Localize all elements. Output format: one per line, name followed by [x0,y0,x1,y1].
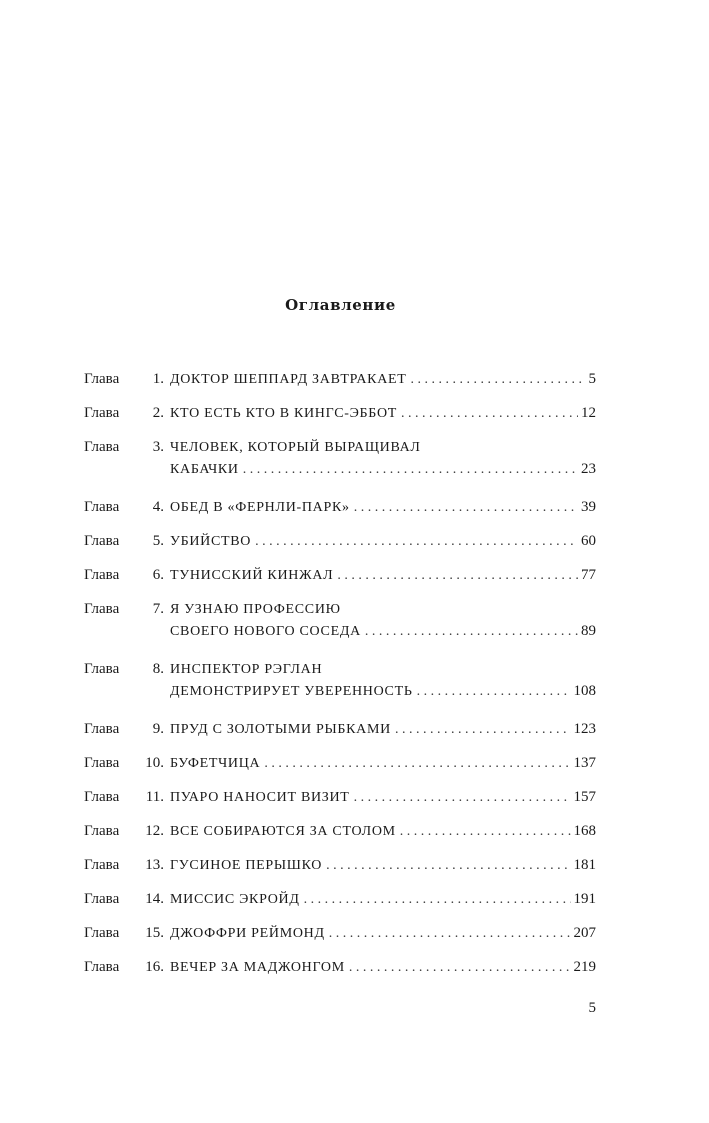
dot-leader [354,787,571,809]
chapter-page: 191 [573,891,596,907]
table-of-contents [84,368,596,990]
chapter-number: 16. [145,959,164,975]
dot-leader [411,369,586,391]
chapter-label: Глава [84,439,120,455]
dot-leader [304,889,571,911]
toc-entry [84,922,596,944]
chapter-label: Глава [84,499,120,515]
dot-leader [401,403,578,425]
toc-entry [84,854,596,876]
dot-leader [400,821,571,843]
toc-entry [84,888,596,910]
chapter-label: Глава [84,371,120,387]
chapter-title: СВОЕГО НОВОГО СОСЕДА [170,624,361,639]
page-title: Оглавление [285,296,396,314]
chapter-number: 4. [152,499,164,515]
toc-entry [84,530,596,552]
toc-entry [84,820,596,842]
chapter-number: 7. [152,601,164,617]
toc-line [84,530,596,552]
chapter-number: 10. [145,755,164,771]
dot-leader [329,923,571,945]
toc-line [84,620,596,642]
chapter-page: 77 [581,567,596,583]
chapter-title: ОБЕД В «ФЕРНЛИ-ПАРК» [170,500,350,515]
toc-line [84,680,596,702]
dot-leader [417,681,571,703]
chapter-page: 89 [581,623,596,639]
chapter-title: БУФЕТЧИЦА [170,756,261,771]
chapter-label: Глава [84,891,120,907]
chapter-number: 11. [145,789,164,805]
toc-line [84,402,596,424]
chapter-page: 23 [581,461,596,477]
chapter-title: ПРУД С ЗОЛОТЫМИ РЫБКАМИ [170,722,391,737]
chapter-page: 5 [588,371,596,387]
toc-line [84,598,596,620]
chapter-label: Глава [84,857,120,873]
chapter-number: 13. [145,857,164,873]
chapter-label: Глава [84,925,120,941]
dot-leader [264,753,570,775]
chapter-page: 168 [573,823,596,839]
toc-entry [84,956,596,978]
chapter-number: 9. [152,721,164,737]
toc-entry [84,786,596,808]
dot-leader [243,459,578,481]
chapter-title: ВЕЧЕР ЗА МАДЖОНГОМ [170,960,345,975]
chapter-number: 14. [145,891,164,907]
toc-entry [84,564,596,586]
toc-line [84,888,596,910]
toc-entry [84,496,596,518]
toc-entry [84,752,596,774]
chapter-number: 1. [152,371,164,387]
chapter-title: ПУАРО НАНОСИТ ВИЗИТ [170,790,350,805]
chapter-number: 12. [145,823,164,839]
toc-line [84,436,596,458]
chapter-label: Глава [84,959,120,975]
chapter-page: 123 [573,721,596,737]
chapter-page: 219 [573,959,596,975]
dot-leader [337,565,578,587]
chapter-number: 3. [152,439,164,455]
toc-line [84,820,596,842]
chapter-label: Глава [84,405,120,421]
dot-leader [326,855,570,877]
chapter-page: 60 [581,533,596,549]
toc-line [84,786,596,808]
chapter-number: 5. [152,533,164,549]
toc-entry [84,718,596,740]
chapter-number: 6. [152,567,164,583]
chapter-page: 12 [581,405,596,421]
chapter-page: 181 [573,857,596,873]
dot-leader [395,719,571,741]
chapter-title: ИНСПЕКТОР РЭГЛАН [170,662,323,677]
page-number: 5 [588,1000,596,1016]
chapter-title: ДЖОФФРИ РЕЙМОНД [170,926,325,941]
toc-line [84,564,596,586]
chapter-number: 2. [152,405,164,421]
dot-leader [255,531,578,553]
chapter-label: Глава [84,789,120,805]
toc-line [84,854,596,876]
chapter-page: 207 [573,925,596,941]
toc-line [84,922,596,944]
toc-entry [84,402,596,424]
chapter-page: 137 [573,755,596,771]
dot-leader [365,621,578,643]
chapter-label: Глава [84,823,120,839]
chapter-title: ГУСИНОЕ ПЕРЫШКО [170,858,323,873]
chapter-title: ВСЕ СОБИРАЮТСЯ ЗА СТОЛОМ [170,824,396,839]
chapter-page: 108 [573,683,596,699]
chapter-title: ДОКТОР ШЕППАРД ЗАВТРАКАЕТ [170,372,407,387]
toc-line [84,718,596,740]
dot-leader [354,497,578,519]
chapter-title: ЧЕЛОВЕК, КОТОРЫЙ ВЫРАЩИВАЛ [170,440,421,455]
toc-entry [84,598,596,642]
chapter-label: Глава [84,721,120,737]
chapter-page: 39 [581,499,596,515]
chapter-title: Я УЗНАЮ ПРОФЕССИЮ [170,602,341,617]
toc-entry [84,436,596,480]
toc-entry [84,368,596,390]
toc-line [84,956,596,978]
chapter-label: Глава [84,661,120,677]
chapter-title: УБИЙСТВО [170,534,252,549]
dot-leader [349,957,571,979]
toc-line [84,496,596,518]
chapter-title: КТО ЕСТЬ КТО В КИНГС-ЭББОТ [170,406,398,421]
chapter-title: ДЕМОНСТРИРУЕТ УВЕРЕННОСТЬ [170,684,413,699]
chapter-label: Глава [84,601,120,617]
toc-line [84,752,596,774]
chapter-number: 8. [152,661,164,677]
toc-entry [84,658,596,702]
chapter-label: Глава [84,755,120,771]
chapter-title: КАБАЧКИ [170,462,239,477]
chapter-title: МИССИС ЭКРОЙД [170,892,300,907]
chapter-number: 15. [145,925,164,941]
toc-line [84,458,596,480]
toc-line [84,368,596,390]
chapter-page: 157 [573,789,596,805]
chapter-title: ТУНИССКИЙ КИНЖАЛ [170,568,334,583]
toc-line [84,658,596,680]
chapter-label: Глава [84,567,120,583]
chapter-label: Глава [84,533,120,549]
